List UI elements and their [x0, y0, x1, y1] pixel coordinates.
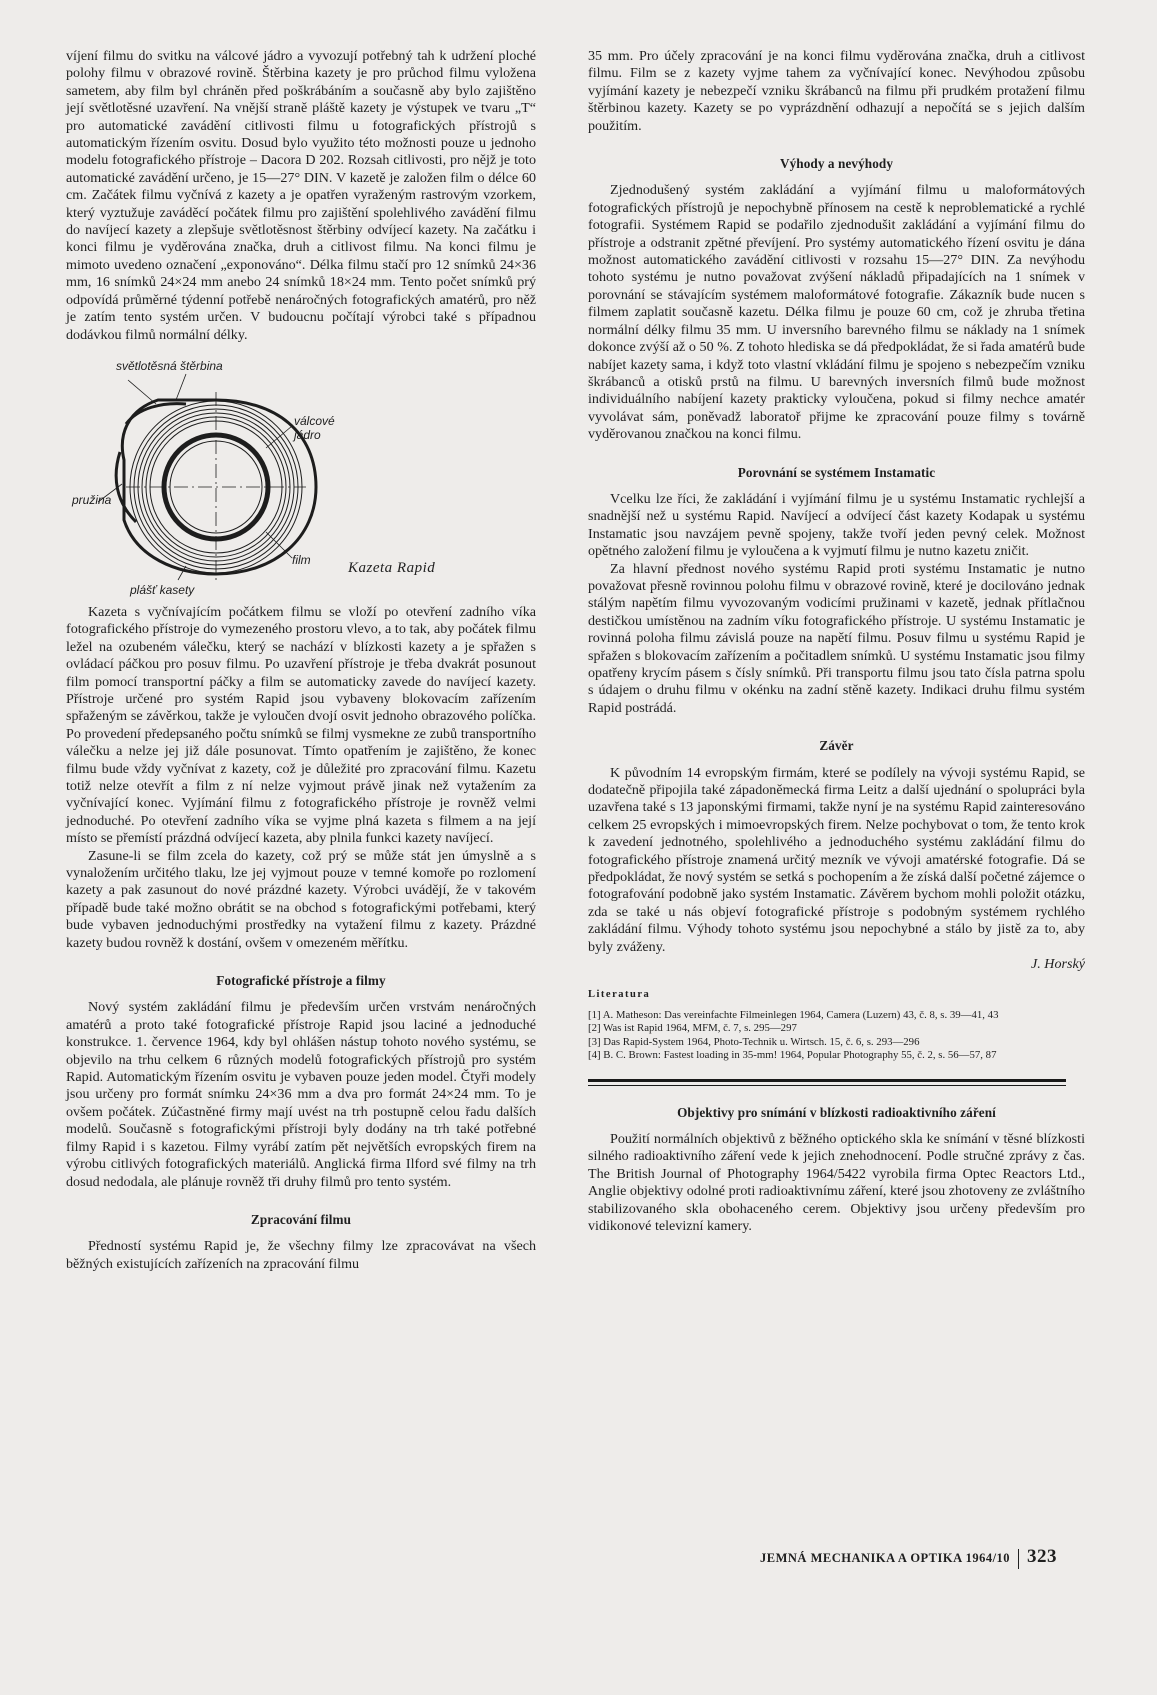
author-signature: J. Horský: [1030, 956, 1085, 973]
page-number: 323: [1027, 1546, 1058, 1567]
paragraph-continued: 35 mm. Pro účely zpracování je na konci filmu vyděrována značka, druh a citlivost filmu. Film se z kazety vyjme tahem za vyčnívající konec. Nevýhodou způsobu vyjímání kazety je nebezpečí vzniku škrábanců na filmu při prudkém protažení filmu štěrbinou kazety. Kazety se po vyprázdnění odhazují a nepočítá se s jejich dalším použitím.: [588, 48, 1085, 134]
figure-caption: Kazeta Rapid: [348, 559, 436, 576]
figure-rapid-cassette: [66, 352, 536, 600]
reference-item: [2] Was ist Rapid 1964, MFM, č. 7, s. 295—297: [588, 1022, 797, 1035]
paragraph-prednosti: Předností systému Rapid je, že všechny filmy lze zpracovávat na všech běžných existujících zařízeních na zpracování filmu: [66, 1238, 536, 1272]
reference-item: [1] A. Matheson: Das vereinfachte Filmeinlegen 1964, Camera (Luzern) 43, č. 8, s. 39—41, 43: [588, 1008, 999, 1021]
heading-photographic-devices: Fotografické přístroje a filmy: [216, 973, 386, 989]
heading-lenses-radiation: Objektivy pro snímání v blízkosti radioaktivního záření: [677, 1104, 996, 1120]
paragraph-zjednoduseny: Zjednodušený systém zakládání a vyjímání filmu u maloformátových fotografických přístrojů je nepochybně přínosem na cestě k neproblematické a rychlé fotografii. Systémem Rapid se podařilo zjednodušit zakládání a vyjímání filmu do přístroje a odstranit zpětné převíjení. Pro systémy automatického řízení osvitu je dána možnost automatického zavádění citlivosti v rozsahu 15—27° DIN. Za nevýhodu tohoto systému je nutno považovat zvýšení nákladů připadajících na 1 snímek v porovnání se stávajícím systémem maloformátové fotografie. Zákazník bude nucen s filmem zaplatit současně kazetu. Délka filmu je pouze 60 cm, což je zhruba třetina normální délky filmu 35 mm. U inversního barevného filmu se náklady na 1 snímek dokonce zvýší až o 50 %. Z tohoto hlediska se dá předpokládat, že si řada amatérů bude nabíjet kazety sama, i když toto vlastní vkládání filmu je spojeno s nebezpečím vzniku škrábanců a otisků prstů na filmu. U barevných inversních filmů bude možnost individuálního nabíjení kazety prakticky vyloučena, pokud si filmy nechce amatér vyvolávat sám, poněvadž laboratoř přijme ke zpracování pouze filmy s továrně vyděrovanou značkou na konci filmu.: [588, 182, 1085, 443]
footer-separator: [1018, 1549, 1019, 1569]
label-film: film: [292, 552, 311, 567]
left-column: [66, 48, 536, 1273]
section-divider-thin: [588, 1085, 1066, 1086]
paragraph-hlavni: Za hlavní přednost nového systému Rapid proti systému Instamatic je nutno považovat přesně rovinnou polohu filmu v obrazové rovině, které je docilováno jednak stálým napětím filmu vyvozovaným vodicími pružinami v kazetě, jednak přítlačnou destičkou umístěnou na zadním víku fotografického přístroje. U systému Instamatic je rovinná poloha filmu závislá pouze na napětí filmu. Posuv filmu u systému Rapid je spřažen s blokovacím zařízením a počitadlem snímků. U systému Instamatic jsou filmy opatřeny krycím pásem s čísly snímků. Při transportu filmu jsou tato čísla patrna spolu s údajem o druhu filmu v okénku na zadní stěně kazety. Indikaci druhu filmu systém Rapid postrádá.: [588, 560, 1085, 716]
section-divider: [588, 1079, 1066, 1082]
paragraph-novy-system: Nový systém zakládání filmu je především určen vrstvám nenáročných amatérů a proto také fotografické přístroje Rapid jsou laciné a jednoduché konstrukce. 1. července 1964, kdy byl ohlášen nástup tohoto nového systému, se objevilo na trhu celkem 6 různých modelů fotografických přístrojů pro systém Rapid. Automatickým řízením osvitu je vybaven pouze jeden model. Čtyři modely jsou určeny pro formát snímku 24×36 mm a dva pro formát 24×24 mm. To je ovšem počátek. Zúčastněné firmy mají uvést na trh postupně celou řadu dalších modelů. Současně s fotografickými přístroji byly dodány na trh také potřebné filmy Rapid i s kazetou. Filmy vyrábí zatím pět největších evropských firem na výrobu citlivých fotografických materiálů. Anglická firma Ilford své filmy na trh dosud nedodala, ale plánuje rovněž tři druhy filmů pro tento systém.: [66, 999, 536, 1190]
right-column: [588, 48, 1085, 1235]
heading-film-processing: Zpracování filmu: [250, 1211, 352, 1227]
paragraph-zaver: K původním 14 evropským firmám, které se podílely na vývoji systému Rapid, se dodatečně připojila také západoněmecká firma Leitz a další ujednání o spolupráci byla uzavřena také s 13 japonskými firmami, takže nyní je na systému Rapid zainteresováno celkem 25 evropských i mimoevropských firem. Nelze pochybovat o tom, že tento krok k zavedení jednotného, spolehlivého a jednoduchého systému zakládání filmu do fotografického přístroje znamená určitý mezník ve vývoji amatérské fotografie. Dá se předpokládat, že nový systém se setká s pochopením a že získá další početné zájemce o fotografování podobně jako systém Instamatic. Závěrem bychom mohli položit otázku, zda se také u nás objeví fotografické přístroje s podobným systémem rychlého zakládání filmu. Výhody tohoto systému jsou nepochybné a stálo by jistě za to, aby byly zváženy.: [588, 764, 1085, 955]
reference-item: [4] B. C. Brown: Fastest loading in 35-mm! 1964, Popular Photography 55, č. 2, s. 56—57, 87: [588, 1049, 997, 1062]
reference-item: [3] Das Rapid-System 1964, Photo-Technik u. Wirtsch. 15, č. 6, s. 293—296: [588, 1035, 920, 1048]
paragraph-intro: víjení filmu do svitku na válcové jádro a vyvozují potřebný tah k udržení ploché polohy filmu v obrazové rovině. Štěrbina kazety je pro průchod filmu vyložena sametem, aby film byl chráněn před poškrábáním a současně aby bylo zajištěno její světlotěsné uzavření. Na vnější straně pláště kazety je výstupek ve tvaru „T“ pro automatické zavádění citlivosti filmu u fotografických přístrojů s automatickým řízením osvitu. Dosud bylo využito této možnosti pouze u jednoho modelu fotografického přístroje – Dacora D 202. Rozsah citlivosti, pro nějž je toto automatické zavádění určeno, je 15—27° DIN. V kazetě je založen film o délce 60 cm. Začátek filmu vyčnívá z kazety a je opatřen vyraženým rastrovým vzorkem, který vyztužuje zaváděcí počátek filmu pro zajištění spolehlivého zavádění filmu do navíjecí kazety a zlepšuje světlotěsnost štěrbiny odvíjecí kazety. Na začátku i konci filmu je vyděrována značka, druh a citlivost filmu. Na konci filmu je mimoto uvedeno označení „exponováno“. Délka filmu stačí pro 12 snímků 24×36 mm, 16 snímků 24×24 mm anebo 24 snímků 18×24 mm. Tento počet snímků prý odpovídá průměrné týdenní potřebě nenáročných fotografických amatérů, pro něž je zatím tento systém určen. V budoucnu počítají výrobci také s případnou dodávkou filmů normální délky.: [66, 48, 536, 343]
page-footer: [760, 1546, 1057, 1569]
label-cylindrical-core: válcové jádro: [294, 413, 335, 442]
label-spring: pružina: [72, 492, 112, 507]
journal-name: JEMNÁ MECHANIKA A OPTIKA 1964/10: [760, 1551, 1011, 1565]
paragraph-zasune: Zasune-li se film zcela do kazety, což prý se může stát jen úmyslně a s vynaložením určitého tlaku, lze jej vyjmout pouze v temné komoře po rozlomení kazety a pak zasunout do nové prázdné kazety. Výrobci uvádějí, že v takovém případě bude také možno obrátit se na obchod s fotografickými potřebami, který bude vybaven jednoduchými prostředky na vytažení filmu z kazety. Prázdné kazety budou rovněž k dostání, ovšem v omezeném měřítku.: [66, 847, 536, 951]
paragraph-kazeta: Kazeta s vyčnívajícím počátkem filmu se vloží po otevření zadního víka fotografického přístroje do vymezeného prostoru vlevo, a to tak, aby počátek filmu ležel na ozubeném válečku, který se nachází v blízkosti kazety a je spřažen s ovládací páčkou pro posuv filmu. Po uzavření přístroje je třeba dvakrát posunout film pomocí transportní páčky a film se automaticky zavede do navíjecí kazety. Přístroje určené pro systém Rapid jsou vybaveny blokovacím zařízením spřaženým se závěrkou, takže je vyloučen dvojí osvit jednoho obrazového políčka. Po provedení předepsaného počtu snímků se filmj vysmekne ze zubů transportního válečku a nelze jej již dále posunovat. Tímto opatřením je zajištěno, že konec filmu bude vždy vyčnívat z kazety, což je důležité pro zpracování filmu. Kazetu totiž nelze otevřít a film z ní nelze vyjmout právě jinak než vytažením za vyčnívající konec. Vyjímání filmu z fotografického přístroje je rovněž velmi jednoduché. Po otevření zadního víka se vyjme plná kazeta s filmem a na její místo se přemístí prázdná odvíjecí kazeta, aby plnila funkci kazety navíjecí.: [66, 603, 536, 847]
heading-conclusion: Závěr: [819, 738, 854, 754]
paragraph-objektivy: Použití normálních objektivů z běžného optického skla ke snímání v těsné blízkosti silného radioaktivního záření vede k jejich znehodnocení. Podle stručné zprávy z čas. The British Journal of Photography 1964/5422 vyrobila firma Optec Reactors Ltd., Anglie objektivy odolné proti radioaktivnímu záření, které jsou zhotoveny ze zvláštního stabilizovaného skla obohaceného cerem. Objektivy jsou určeny především pro vidikonové televizní kamery.: [588, 1130, 1085, 1234]
label-cassette-shell: plášť kasety: [130, 582, 195, 597]
label-light-tight-slit: světlotěsná štěrbina: [116, 358, 223, 373]
literature-heading: Literatura: [588, 988, 651, 1000]
paragraph-vcelku: Vcelku lze říci, že zakládání i vyjímání filmu je u systému Instamatic rychlejší a snadnější než u systému Rapid. Navíjecí a odvíjecí část kazety Kodapak u systému Instamatic jsou navzájem pevně spojeny, takže tvoří jeden pevný celek. Možnost opětného založení filmu je vyloučena a k vyjmutí filmu je nutno kazetu zničit.: [588, 490, 1085, 560]
heading-advantages: Výhody a nevýhody: [779, 156, 894, 172]
heading-comparison-instamatic: Porovnání se systémem Instamatic: [737, 464, 936, 480]
